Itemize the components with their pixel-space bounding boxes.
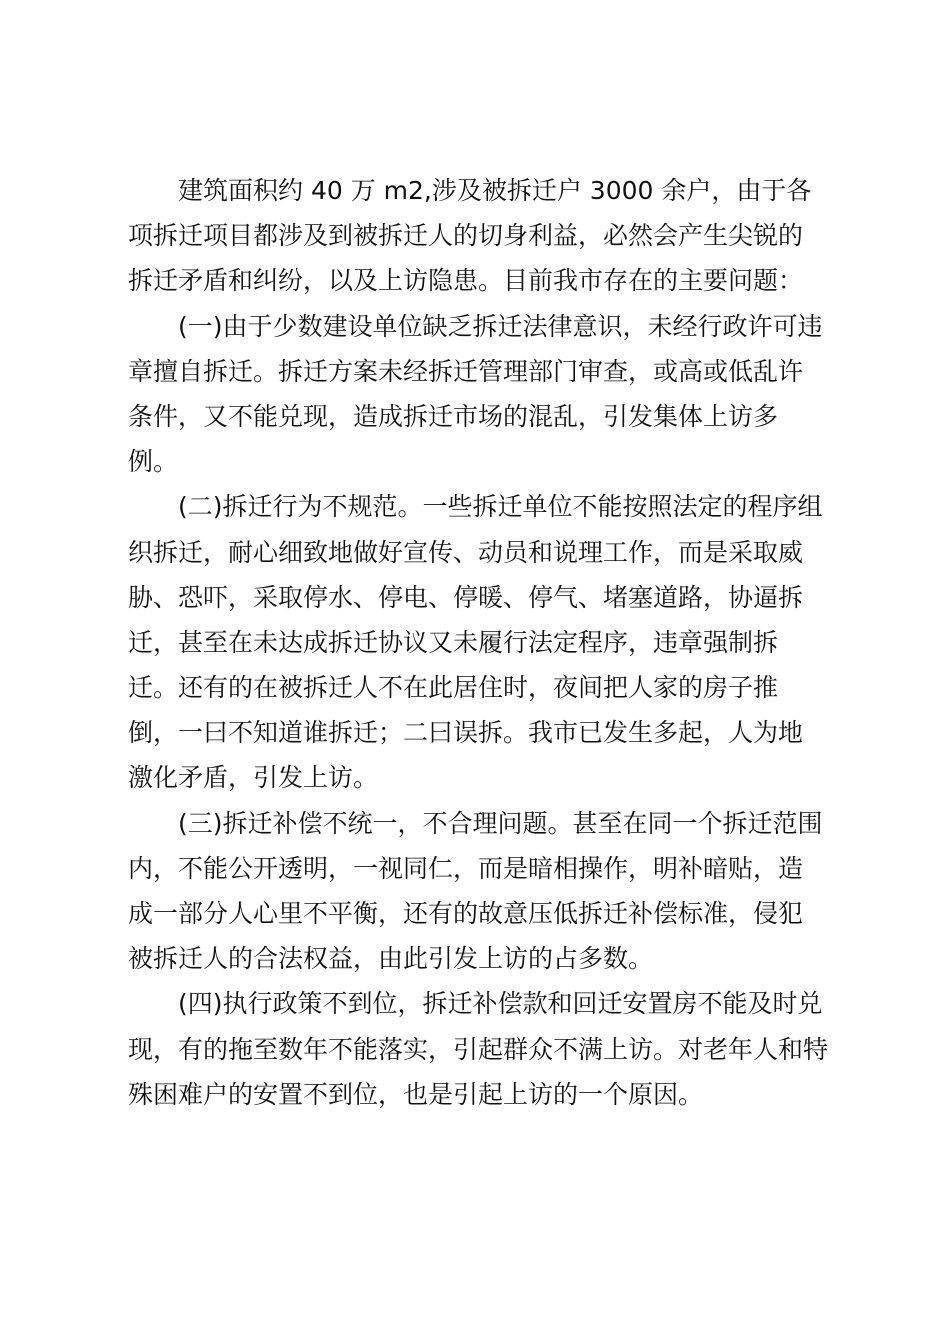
- text-line: 建筑面积约 40 万 m2,涉及被拆迁户 3000 余户，由于各: [178, 176, 812, 205]
- text-line: 章擅自拆迁。拆迁方案未经拆迁管理部门审查，或高或低乱许: [128, 356, 804, 386]
- text-line: (四)执行政策不到位，拆迁补偿款和回迁安置房不能及时兑: [178, 989, 823, 1019]
- text-line: (一)由于少数建设单位缺乏拆迁法律意识，未经行政许可违: [178, 311, 823, 341]
- paragraph-issue-1: [128, 304, 828, 485]
- text-line: 例。: [128, 447, 179, 477]
- paragraph-issue-3: [128, 801, 828, 982]
- text-line: 织拆迁，耐心细致地做好宣传、动员和说理工作，而是采取威: [128, 537, 804, 567]
- text-line: 倒，一曰不知道谁拆迁；二曰误拆。我市已发生多起，人为地: [128, 718, 804, 748]
- text-line: 成一部分人心里不平衡，还有的故意压低拆迁补偿标准，侵犯: [128, 899, 804, 928]
- paragraph-issue-4: [128, 981, 828, 1117]
- text-line: 激化矛盾，引发上访。: [128, 763, 379, 793]
- text-line: (二)拆迁行为不规范。一些拆迁单位不能按照法定的程序组: [178, 492, 823, 522]
- paragraph-intro: [128, 168, 828, 304]
- text-line: 迁。还有的在被拆迁人不在此居住时，夜间把人家的房子推: [128, 673, 779, 703]
- text-line: 条件，又不能兑现，造成拆迁市场的混乱，引发集体上访多: [128, 401, 779, 431]
- document-body: [128, 168, 828, 1117]
- text-line: 拆迁矛盾和纠纷，以及上访隐患。目前我市存在的主要问题：: [128, 266, 804, 296]
- text-line: 现，有的拖至数年不能落实，引起群众不满上访。对老年人和特: [128, 1034, 829, 1064]
- text-line: 内，不能公开透明，一视同仁，而是暗相操作，明补暗贴，造: [128, 853, 804, 883]
- text-line: 迁，甚至在未达成拆迁协议又未履行法定程序，违章强制拆: [128, 627, 779, 657]
- text-line: 胁、恐吓，采取停水、停电、停暖、停气、堵塞道路，协逼拆: [128, 582, 804, 612]
- text-line: 殊困难户的安置不到位，也是引起上访的一个原因。: [128, 1079, 704, 1109]
- paragraph-issue-2: [128, 484, 828, 800]
- text-line: 项拆迁项目都涉及到被拆迁人的切身利益，必然会产生尖锐的: [128, 221, 804, 251]
- text-line: (三)拆迁补偿不统一，不合理问题。甚至在同一个拆迁范围: [178, 808, 823, 838]
- text-line: 被拆迁人的合法权益，由此引发上访的占多数。: [128, 944, 654, 974]
